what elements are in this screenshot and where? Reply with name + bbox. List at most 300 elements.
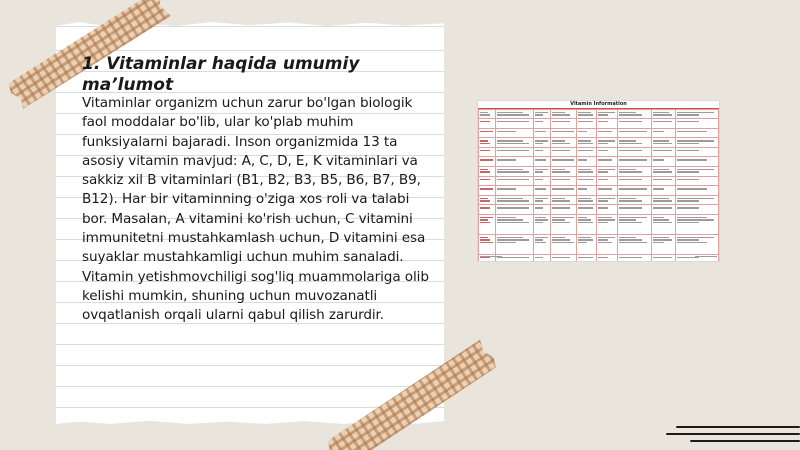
illegible-text-line [677,198,714,199]
illegible-text-line [598,159,612,160]
illegible-text-line [535,150,543,151]
table-cell [495,186,533,196]
table-row [479,195,719,205]
illegible-text-line [619,112,636,113]
illegible-text-line [497,171,530,172]
illegible-text-line [497,222,530,223]
illegible-text-line [619,159,647,160]
table-cell [479,205,496,215]
illegible-text-line [677,143,699,144]
table-cell [479,195,496,205]
illegible-text-line [480,171,490,172]
illegible-text-line [619,121,642,122]
table-cell [550,205,576,215]
table-row [479,147,719,157]
illegible-text-line [535,200,543,201]
illegible-text-line [598,200,608,201]
illegible-text-line [619,222,642,223]
table-row [479,119,719,129]
illegible-text-line [598,188,612,189]
table-cell [495,205,533,215]
illegible-text-line [677,188,707,189]
table-cell [550,128,576,138]
illegible-text-line [497,114,530,115]
table-cell [596,128,618,138]
table-cell [675,110,718,119]
illegible-text-line [552,159,574,160]
illegible-text-line [480,112,488,113]
illegible-text-line [497,140,524,141]
illegible-text-line [552,179,570,180]
table-cell [577,166,596,176]
illegible-text-line [619,198,636,199]
illegible-text-line [578,171,593,172]
illegible-text-line [598,112,615,113]
illegible-text-line [578,219,590,220]
illegible-text-line [552,112,565,113]
illegible-text-line [480,131,493,132]
table-row [479,157,719,167]
table-cell [550,195,576,205]
illegible-text-line [677,207,699,208]
illegible-text-line [497,131,516,132]
illegible-text-line [677,239,699,240]
table-cell [534,186,551,196]
table-cell [675,166,718,176]
table-cell [577,138,596,148]
table-cell [577,186,596,196]
table-cell [577,214,596,234]
illegible-text-line [619,131,647,132]
illegible-text-line [598,140,615,141]
illegible-text-line [480,200,490,201]
illegible-text-line [598,198,615,199]
illegible-text-line [535,237,548,238]
illegible-text-line [653,171,672,172]
illegible-text-line [653,131,665,132]
illegible-text-line [480,121,490,122]
table-cell [550,176,576,186]
decorative-stroke [690,440,800,442]
illegible-text-line [552,198,565,199]
illegible-text-line [653,179,672,180]
table-cell [675,176,718,186]
illegible-text-line [480,239,490,240]
illegible-text-line [497,112,524,113]
illegible-text-line [480,140,488,141]
table-cell [495,195,533,205]
table-cell [675,157,718,167]
table-row [479,110,719,119]
table-cell [479,186,496,196]
illegible-text-line [535,112,548,113]
illegible-text-line [535,222,543,223]
table-cell [675,205,718,215]
table-cell [651,214,675,234]
illegible-text-line [653,159,665,160]
illegible-text-line [497,219,524,220]
illegible-text-line [535,169,548,170]
body-paragraph: Vitaminlar organizm uchun zarur bo'lgan biologik faol moddalar bo'lib, ular ko'plab muhim funksiyalarni bajaradi. Inson organizmida 13 ta asosiy vitamin mavjud: A, C, D, E, K vitaminlari va sakkiz xil B vitaminlari (B1, B2, B3, B5, B6, B7, B9, B12). Har bir vitaminning o'ziga xos roli va talabi bor. Masalan, A vitamini ko'rish uchun, C vitamini immunitetni mustahkamlash uchun, D vitamini esa suyaklar mustahkamligi uchun muhim sanaladi. Vitamin yetishmovchiligi sog'liq muammolariga olib kelishi mumkin, shuning uchun muvozanatli ovqatlanish orqali ularni qabul qilish zarurdir. [82,95,429,324]
table-cell [618,186,652,196]
table-cell [550,138,576,148]
table-cell [550,119,576,129]
table-cell [618,138,652,148]
illegible-text-line [653,143,672,144]
illegible-text-line [552,140,565,141]
illegible-text-line [578,150,593,151]
illegible-text-line [497,207,530,208]
table-cell [550,147,576,157]
illegible-text-line [535,242,545,243]
table-cell [596,138,618,148]
illegible-text-line [653,188,665,189]
illegible-text-line [497,198,524,199]
table-cell [618,166,652,176]
illegible-text-line [653,242,665,243]
illegible-text-line [497,242,516,243]
illegible-text-line [598,131,612,132]
illegible-text-line [497,200,530,201]
table-cell [618,234,652,254]
table-cell [675,186,718,196]
illegible-text-line [619,114,642,115]
illegible-text-line [497,188,516,189]
illegible-text-line [578,198,590,199]
table-cell [534,205,551,215]
table-cell [479,138,496,148]
illegible-text-line [552,219,565,220]
table-cell [596,195,618,205]
decorative-stroke [666,433,800,435]
illegible-text-line [578,121,593,122]
table-cell [675,234,718,254]
table-cell [534,166,551,176]
table-cell [577,110,596,119]
illegible-text-line [497,121,530,122]
table-cell [596,119,618,129]
table-cell [618,119,652,129]
table-cell [534,157,551,167]
illegible-text-line [677,222,699,223]
table-cell [479,157,496,167]
table-cell [618,205,652,215]
table-cell [651,195,675,205]
illegible-text-line [653,198,669,199]
table-cell [534,195,551,205]
table-cell [495,147,533,157]
illegible-text-line [619,219,636,220]
illegible-text-line [619,169,636,170]
illegible-text-line [535,140,548,141]
table-cell [618,128,652,138]
table-cell [651,128,675,138]
table-cell [577,205,596,215]
illegible-text-line [535,114,543,115]
table-cell [495,166,533,176]
illegible-text-line [578,222,593,223]
illegible-text-line [552,222,570,223]
table-row [479,128,719,138]
illegible-text-line [578,114,593,115]
illegible-text-line [578,217,587,218]
illegible-text-line [480,207,490,208]
illegible-text-line [598,150,608,151]
illegible-text-line [598,219,615,220]
decorative-stroke [676,426,800,428]
illegible-text-line [653,219,669,220]
illegible-text-line [535,159,545,160]
illegible-text-line [497,179,530,180]
illegible-text-line [677,217,707,218]
table-cell [618,214,652,234]
illegible-text-line [578,207,593,208]
table-cell [618,147,652,157]
illegible-text-line [578,200,593,201]
table-row [479,138,719,148]
table-cell [534,176,551,186]
table-cell [495,234,533,254]
table-cell [577,157,596,167]
illegible-text-line [653,169,669,170]
illegible-text-line [677,159,707,160]
illegible-text-line [598,114,608,115]
illegible-text-line [677,131,707,132]
table-cell [675,214,718,234]
table-cell [675,147,718,157]
table-cell [550,186,576,196]
table-cell [479,147,496,157]
illegible-text-line [497,239,530,240]
table-cell [534,234,551,254]
table-cell [495,214,533,234]
table-cell [675,195,718,205]
table-cell [596,214,618,234]
table-cell [577,128,596,138]
table-cell [596,157,618,167]
illegible-text-line [677,237,714,238]
illegible-text-line [552,169,565,170]
illegible-text-line [653,140,669,141]
table-row [479,176,719,186]
illegible-text-line [497,169,524,170]
table-row [479,214,719,234]
illegible-text-line [480,143,490,144]
table-cell [675,119,718,129]
table-cell [479,128,496,138]
table-cell [596,234,618,254]
table-cell [534,119,551,129]
illegible-text-line [552,114,570,115]
illegible-text-line [598,237,615,238]
illegible-text-line [535,143,543,144]
table-cell [479,110,496,119]
illegible-text-line [480,242,493,243]
illegible-text-line [497,150,530,151]
illegible-text-line [619,179,642,180]
illegible-text-line [480,188,493,189]
illegible-text-line [677,140,714,141]
illegible-text-line [497,159,516,160]
table-cell [618,176,652,186]
illegible-text-line [480,198,488,199]
table-cell [596,176,618,186]
illegible-text-line [552,188,574,189]
illegible-text-line [552,239,570,240]
table-cell [534,110,551,119]
table-cell [577,234,596,254]
illegible-text-line [497,237,524,238]
illegible-text-line [552,237,565,238]
table-cell [651,166,675,176]
illegible-text-line [535,121,543,122]
illegible-text-line [535,207,543,208]
illegible-text-line [598,169,615,170]
illegible-text-line [578,112,590,113]
table-cell [577,119,596,129]
illegible-text-line [653,150,672,151]
illegible-text-line [619,237,636,238]
table-cell [675,138,718,148]
table-cell [675,128,718,138]
illegible-text-line [578,239,593,240]
illegible-text-line [619,188,647,189]
illegible-text-line [619,242,647,243]
illegible-text-line [497,143,530,144]
illegible-text-line [653,121,672,122]
illegible-text-line [677,200,699,201]
table-cell [550,214,576,234]
table-cell [618,195,652,205]
illegible-text-line [578,131,587,132]
illegible-text-line [535,239,543,240]
illegible-text-line [480,114,490,115]
illegible-text-line [598,242,612,243]
table-cell [550,110,576,119]
illegible-text-line [677,242,707,243]
table-cell [479,119,496,129]
illegible-text-line [653,222,672,223]
illegible-text-line [578,237,590,238]
table-cell [651,147,675,157]
illegible-text-line [535,171,543,172]
table-row [479,234,719,254]
illegible-text-line [535,188,545,189]
table-cell [550,234,576,254]
illegible-text-line [535,131,545,132]
illegible-text-line [552,131,574,132]
table-cell [651,119,675,129]
illegible-text-line [653,239,672,240]
illegible-text-line [578,242,587,243]
illegible-text-line [535,198,548,199]
illegible-text-line [552,150,570,151]
illegible-text-line [578,179,593,180]
table-cell [651,234,675,254]
illegible-text-line [480,150,490,151]
illegible-text-line [677,179,699,180]
illegible-text-line [598,239,608,240]
table-cell [495,157,533,167]
illegible-text-line [552,143,570,144]
table-cell [479,234,496,254]
table-cell [534,147,551,157]
table-cell [479,214,496,234]
illegible-text-line [480,237,488,238]
illegible-text-line [480,219,488,220]
illegible-text-line [653,112,669,113]
illegible-text-line [578,169,590,170]
table-cell [651,186,675,196]
illegible-text-line [598,179,608,180]
illegible-text-line [578,188,587,189]
table-cell [596,166,618,176]
table-cell [618,110,652,119]
illegible-text-line [677,121,699,122]
vitamin-table-image [477,100,720,262]
illegible-text-line [653,237,669,238]
illegible-text-line [480,179,490,180]
table-cell [534,138,551,148]
table-cell [534,128,551,138]
illegible-text-line [677,219,714,220]
table-cell [495,110,533,119]
table-cell [596,110,618,119]
illegible-text-line [677,112,714,113]
illegible-text-line [535,217,545,218]
illegible-text-line [578,140,590,141]
illegible-text-line [480,159,493,160]
illegible-text-line [677,169,714,170]
table-cell [577,195,596,205]
table-cell [577,176,596,186]
vitamin-table-title: Vitamin Information [478,101,719,109]
table-cell [651,205,675,215]
illegible-text-line [497,217,516,218]
illegible-text-line [598,222,608,223]
illegible-text-line [619,217,647,218]
illegible-text-line [552,200,570,201]
illegible-text-line [619,207,642,208]
illegible-text-line [619,171,642,172]
illegible-text-line [619,200,642,201]
illegible-text-line [653,114,672,115]
table-cell [618,157,652,167]
table-cell [479,176,496,186]
illegible-text-line [552,217,574,218]
table-row [479,166,719,176]
vitamin-table-footer [480,256,717,259]
table-cell [495,138,533,148]
illegible-text-line [619,143,642,144]
illegible-text-line [677,150,699,151]
illegible-text-line [653,207,672,208]
illegible-text-line [480,222,490,223]
illegible-text-line [677,171,699,172]
table-cell [596,186,618,196]
illegible-text-line [598,207,608,208]
illegible-text-line [552,121,570,122]
illegible-text-line [578,159,587,160]
illegible-text-line [480,169,488,170]
table-cell [651,138,675,148]
illegible-text-line [552,171,570,172]
table-cell [651,176,675,186]
table-row [479,186,719,196]
slide-title: 1. Vitaminlar haqida umumiy ma’lumot [82,54,360,95]
illegible-text-line [619,140,636,141]
illegible-text-line [619,239,642,240]
